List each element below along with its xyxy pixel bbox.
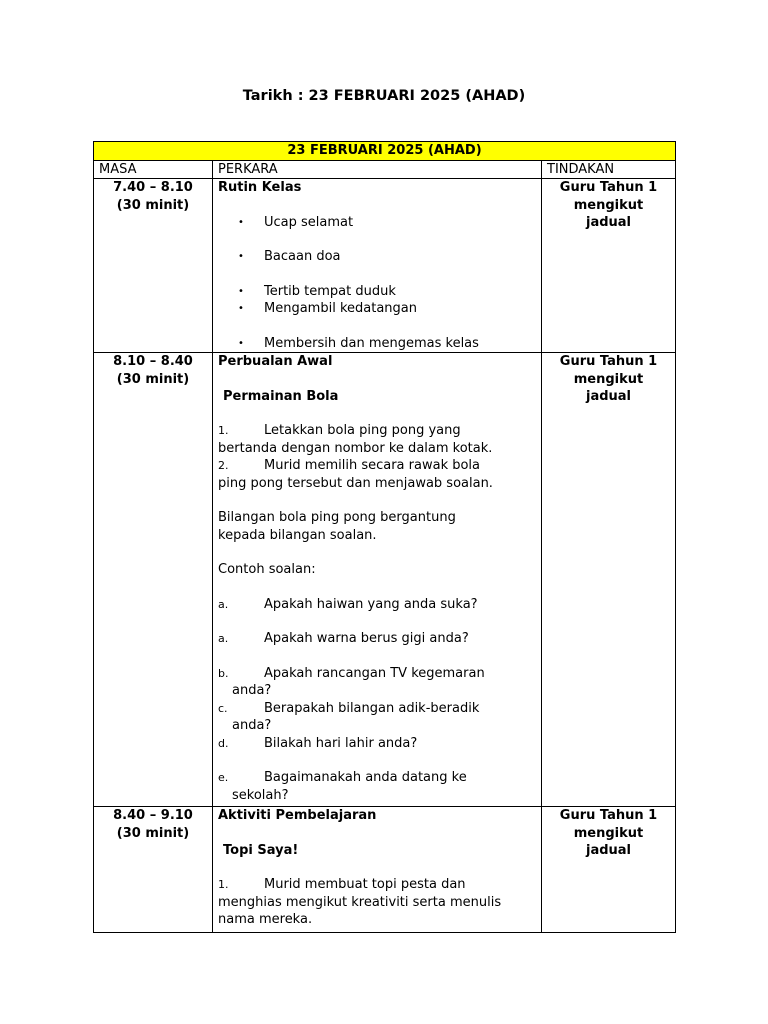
time-cell	[94, 353, 213, 807]
list-item: e. Bagaimanakah anda datang ke	[218, 770, 467, 785]
schedule-table	[93, 141, 676, 933]
section-title: Rutin Kelas	[218, 180, 302, 195]
time-cell	[94, 179, 213, 353]
list-item: • Ucap selamat	[238, 214, 354, 230]
sub-title: Permainan Bola	[223, 388, 339, 404]
list-item: 2. Murid memilih secara rawak bola	[218, 458, 481, 473]
duration: (30 minit)	[116, 197, 190, 213]
list-item: b. Apakah rancangan TV kegemaran	[218, 665, 485, 681]
bullet-icon: •	[238, 303, 244, 314]
list-item: • Membersih dan mengemas kelas	[238, 335, 479, 351]
activity-cell: Perbualan Awal Permainan Bola 1. Letakkan bola ping pong yang bertanda dengan nombor ke dalam kotak. 2. Murid memilih secara rawak bola ping pong tersebut dan menjawab soalan. Bilangan bola ping pong bergantung kepada bilangan soalan. Contoh soalan: a. Apakah haiwan yang anda suka? a. Apakah warna berus gigi anda? b. Apakah rancangan TV kegemaran anda? c. Berapakah bilangan adik-beradik anda? d. Bilakah hari lahir anda? e. Bagaimanakah anda datang ke sekolah?	[213, 353, 542, 807]
table-row	[94, 353, 676, 807]
date-header: 23 FEBRUARI 2025 (AHAD)	[94, 142, 676, 161]
list-item: • Mengambil kedatangan	[238, 301, 417, 316]
list-item: a. Apakah haiwan yang anda suka?	[218, 596, 478, 612]
time-range: 8.10 – 8.40	[113, 354, 193, 369]
duration: (30 minit)	[116, 371, 190, 387]
column-header-tindakan: TINDAKAN	[542, 160, 676, 179]
paragraph: Contoh soalan:	[218, 562, 316, 577]
list-item: d. Bilakah hari lahir anda?	[218, 735, 418, 751]
section-title: Perbualan Awal	[218, 354, 333, 369]
activity-cell: Aktiviti Pembelajaran Topi Saya! 1. Murid membuat topi pesta dan menghias mengikut kreativiti serta menulis nama mereka.	[213, 807, 542, 933]
list-item: c. Berapakah bilangan adik-beradik	[218, 700, 480, 716]
list-item: a. Apakah warna berus gigi anda?	[218, 631, 469, 646]
time-range: 8.40 – 9.10	[113, 808, 193, 823]
bullet-icon: •	[238, 251, 244, 262]
table-row	[94, 179, 676, 353]
page-title: Tarikh : 23 FEBRUARI 2025 (AHAD)	[242, 88, 526, 104]
list-item: 1. Letakkan bola ping pong yang	[218, 423, 461, 438]
list-item: 1. Murid membuat topi pesta dan	[218, 877, 466, 892]
action-cell: Guru Tahun 1 mengikut jadual	[542, 353, 676, 807]
time-cell	[94, 807, 213, 933]
activity-cell	[213, 179, 542, 353]
column-header-perkara: PERKARA	[213, 160, 542, 179]
bullet-icon: •	[238, 285, 244, 297]
bullet-icon: •	[238, 337, 244, 349]
time-range: 7.40 – 8.10	[113, 180, 193, 195]
column-header-masa: MASA	[94, 160, 213, 179]
action-cell: Guru Tahun 1 mengikut jadual	[542, 179, 676, 353]
action-cell: Guru Tahun 1 mengikut jadual	[542, 807, 676, 933]
list-item: • Tertib tempat duduk	[238, 283, 396, 299]
sub-title: Topi Saya!	[223, 842, 299, 858]
table-row	[94, 807, 676, 933]
list-item: • Bacaan doa	[238, 249, 341, 264]
duration: (30 minit)	[116, 825, 190, 841]
paragraph: Bilangan bola ping pong bergantung	[218, 510, 456, 525]
bullet-icon: •	[238, 216, 244, 228]
section-title: Aktiviti Pembelajaran	[218, 808, 377, 823]
